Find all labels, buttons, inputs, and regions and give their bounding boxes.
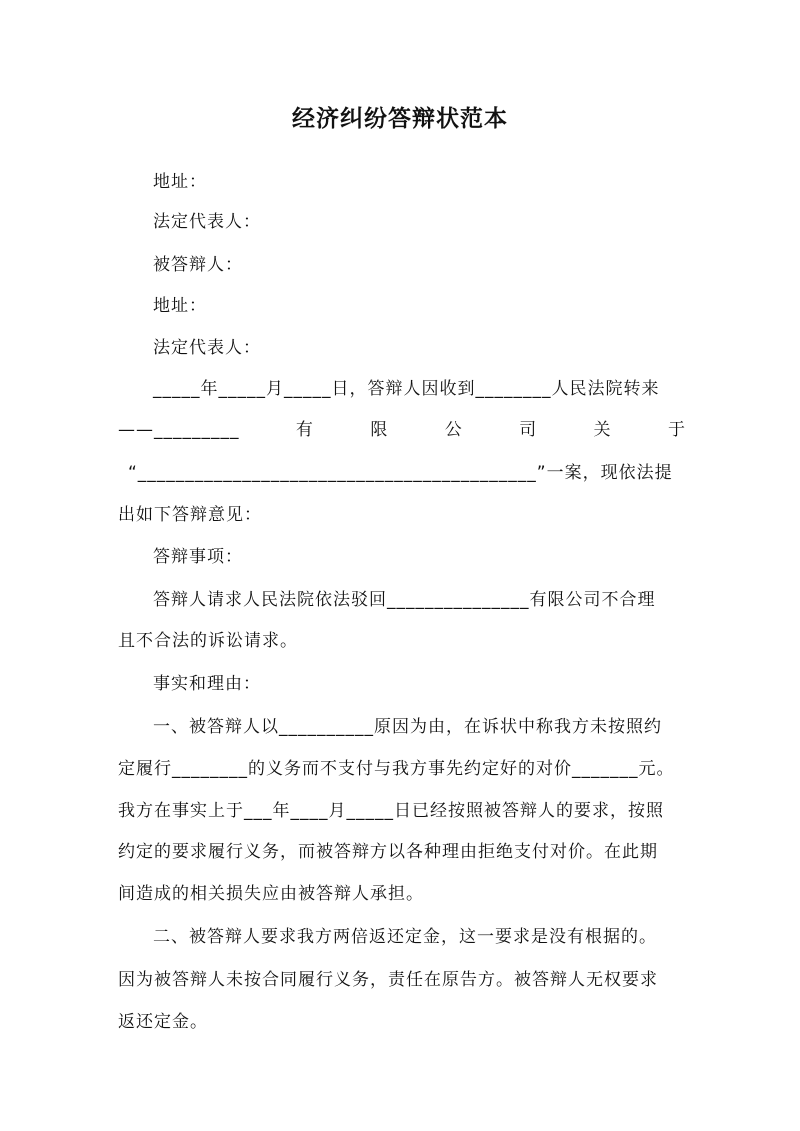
body-line: 我方在事实上于___年____月_____日已经按照被答辩人的要求，按照 — [118, 801, 664, 821]
respondent-label: 被答辩人： — [153, 255, 243, 275]
body-line: _____年_____月_____日，答辩人因收到________人民法院转来 — [153, 379, 660, 399]
body-line: 一、被答辩人以__________原因为由，在诉状中称我方未按照约 — [153, 717, 662, 737]
document-title: 经济纠纷答辩状范本 — [292, 106, 508, 132]
body-line: 出如下答辩意见： — [118, 505, 262, 525]
body-line: 定履行________的义务而不支付与我方事先约定好的对价_______元。 — [118, 759, 675, 779]
spread-char: 关 — [593, 420, 612, 440]
body-line: 答辩人请求人民法院依法驳回_______________有限公司不合理 — [153, 590, 656, 610]
blank-field: ——_________ — [118, 420, 240, 440]
body-line: 因为被答辩人未按合同履行义务，责任在原告方。被答辩人无权要求 — [118, 970, 658, 990]
body-line: 返还定金。 — [118, 1012, 208, 1032]
spread-char: 限 — [370, 420, 389, 440]
spread-char: 于 — [667, 420, 686, 440]
spread-line — [118, 418, 686, 442]
respondent-address-label: 地址： — [153, 296, 207, 316]
defendant-address-label: 地址： — [153, 172, 207, 192]
body-line: 二、被答辩人要求我方两倍返还定金，这一要求是没有根据的。 — [153, 927, 657, 947]
spread-char: 有 — [295, 420, 314, 440]
respondent-representative-label: 法定代表人： — [153, 338, 261, 358]
body-line: 约定的要求履行义务，而被答辩方以各种理由拒绝支付对价。在此期 — [118, 842, 658, 862]
section-heading-facts: 事实和理由： — [153, 674, 261, 694]
body-line: 且不合法的诉讼请求。 — [118, 631, 298, 651]
spread-char: 司 — [519, 420, 538, 440]
legal-representative-label: 法定代表人： — [153, 212, 261, 232]
body-line: 间造成的相关损失应由被答辩人承担。 — [118, 884, 424, 904]
spread-char: 公 — [444, 420, 463, 440]
body-line: “__________________________________________”一案，现依法提 — [128, 463, 673, 483]
section-heading-defense: 答辩事项： — [153, 547, 243, 567]
